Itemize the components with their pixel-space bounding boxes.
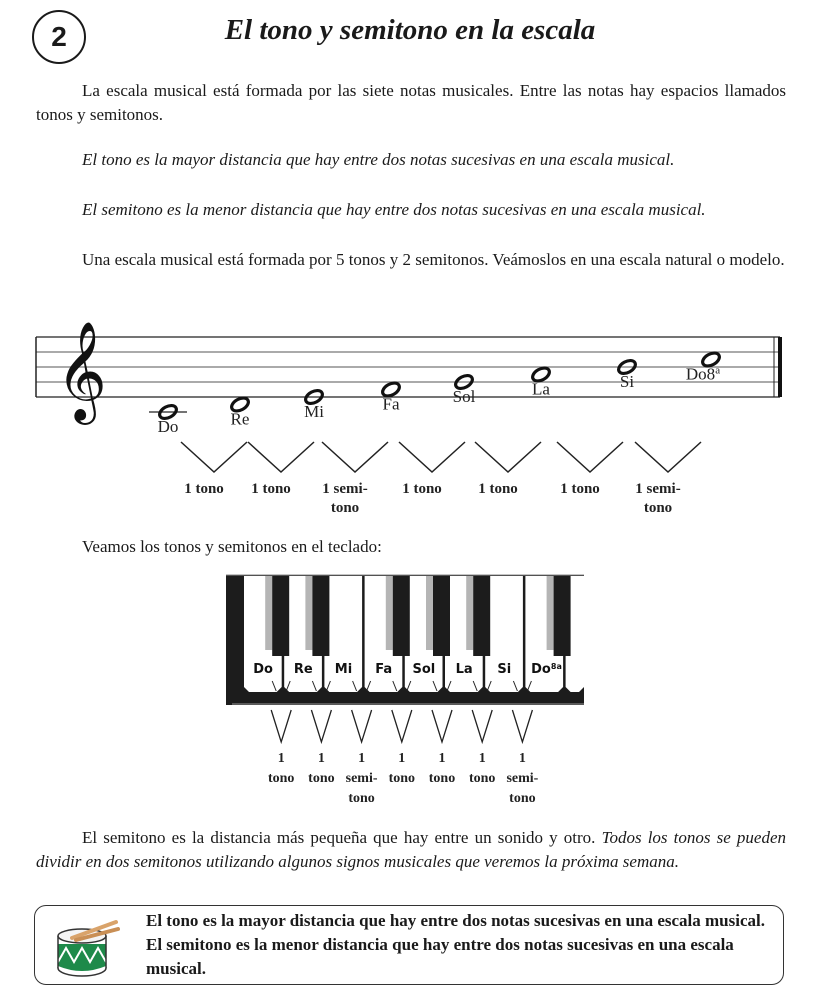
interval-label: 1 semi-	[635, 481, 681, 497]
key-label: Sol	[412, 662, 436, 677]
black-key-shadow	[466, 576, 473, 650]
interval-label: semi-	[345, 771, 378, 786]
interval-marker	[322, 442, 388, 516]
key-label: Do	[253, 662, 273, 677]
summary-text: El tono es la mayor distancia que hay entre dos notas sucesivas en una escala musical. El semitono es la menor distancia que hay entre dos notas sucesivas en una escala musical.	[146, 911, 765, 978]
keyboard-intro-text: Veamos los tonos y semitonos en el teclado:	[82, 537, 382, 556]
interval-v-bracket	[635, 442, 701, 472]
interval-label: tono	[267, 771, 295, 786]
keyboard-diagram	[0, 565, 819, 810]
tono-definition: El tono es la mayor distancia que hay entre dos notas sucesivas en una escala musical.	[82, 150, 675, 169]
note-label: Sol	[452, 387, 476, 406]
note-label: Do	[157, 417, 179, 436]
staff-note	[303, 388, 324, 421]
interval-v-bracket	[248, 442, 314, 472]
interval-label: tono	[308, 771, 335, 786]
treble-clef-icon: 𝄞	[56, 323, 107, 419]
note-label: La	[532, 379, 550, 399]
staff-lines	[36, 322, 780, 425]
interval-label-continued: tono	[330, 500, 360, 516]
interval-v-bracket	[512, 710, 532, 742]
black-key	[272, 576, 289, 656]
semitono-definition: El semitono es la menor distancia que hay entre dos notas sucesivas en una escala musical.	[82, 200, 706, 219]
staff-diagram	[0, 300, 819, 525]
interval-v-bracket	[322, 442, 388, 472]
key-label: Si	[497, 662, 512, 677]
black-key	[312, 576, 329, 656]
scale-intro-text: Una escala musical está formada por 5 tonos y 2 semitonos. Veámoslos en una escala natural o modelo.	[82, 250, 785, 269]
staff-note	[453, 373, 476, 406]
key-label: Mi	[334, 662, 353, 677]
key-label: Fa	[375, 662, 393, 677]
closing-regular-text: El semitono es la distancia más pequeña que hay entre un sonido y otro.	[82, 828, 596, 847]
staff-note	[229, 395, 250, 428]
interval-v-bracket	[472, 710, 492, 742]
interval-v-bracket	[432, 710, 452, 742]
page-title: El tono y semitono en la escala	[224, 14, 596, 46]
interval-label-continued: tono	[348, 791, 375, 806]
closing-italic-text: Todos los tonos se pueden dividir en dos semitonos utilizando algunos signos musicales que veremos la próxima semana.	[36, 828, 786, 871]
interval-count: 1	[478, 751, 486, 766]
staff-note	[530, 365, 551, 398]
interval-label: 1 tono	[478, 481, 518, 497]
interval-count: 1	[358, 751, 366, 766]
staff-note	[616, 358, 637, 391]
interval-v-bracket	[352, 710, 372, 742]
key-label: Re	[293, 662, 313, 677]
staff-note	[686, 350, 722, 383]
black-key-shadow	[305, 576, 312, 650]
interval-count: 1	[518, 751, 526, 766]
closing-paragraph	[36, 826, 786, 874]
interval-label: tono	[388, 771, 416, 786]
interval-count: 1	[317, 751, 325, 766]
scale-intro-paragraph	[36, 248, 786, 272]
intro-paragraph	[36, 79, 786, 127]
key-label: $Do^{8a}$	[531, 661, 562, 677]
black-key-shadow	[547, 576, 554, 650]
drum-icon	[52, 918, 124, 980]
interval-v-bracket	[392, 710, 412, 742]
staff-note	[149, 403, 187, 436]
interval-count: 1	[398, 751, 406, 766]
interval-v-bracket	[311, 710, 331, 742]
interval-v-bracket	[399, 442, 465, 472]
interval-label: 1 tono	[251, 481, 291, 497]
interval-label: tono	[428, 771, 456, 786]
interval-count: 1	[277, 751, 285, 766]
note-label-superscript: a	[715, 364, 721, 377]
note-label: Re	[230, 409, 250, 429]
black-key-shadow	[386, 576, 393, 650]
lesson-number: 2	[51, 21, 67, 52]
note-label: Si	[619, 372, 635, 391]
note-label: Do8$^a$	[685, 364, 721, 384]
black-key	[393, 576, 410, 656]
lesson-number-badge	[32, 10, 86, 64]
interval-v-bracket	[557, 442, 623, 472]
keyboard-intro-paragraph	[36, 535, 786, 559]
black-key-shadow	[426, 576, 433, 650]
interval-marker	[557, 442, 623, 497]
interval-label: 1 tono	[402, 481, 442, 497]
interval-label: semi-	[506, 771, 539, 786]
interval-v-bracket	[475, 442, 541, 472]
interval-label: tono	[468, 771, 496, 786]
intro-text: La escala musical está formada por las siete notas musicales. Entre las notas hay espacios llamados tonos y semitonos.	[36, 81, 786, 124]
note-label: Mi	[304, 402, 324, 421]
black-key-shadow	[265, 576, 272, 650]
interval-count: 1	[438, 751, 446, 766]
interval-label: 1 tono	[184, 481, 224, 497]
interval-label: 1 tono	[560, 481, 600, 497]
interval-marker	[635, 442, 701, 516]
black-key	[433, 576, 450, 656]
black-key	[473, 576, 490, 656]
interval-marker	[399, 442, 465, 497]
interval-v-bracket	[271, 710, 291, 742]
key-label-superscript: 8a	[550, 661, 562, 671]
interval-v-bracket	[181, 442, 247, 472]
interval-marker	[181, 442, 247, 497]
interval-marker	[475, 442, 541, 497]
staff-note	[380, 380, 401, 413]
interval-label-continued: tono	[509, 791, 536, 806]
key-label: La	[455, 662, 473, 677]
black-key	[554, 576, 571, 656]
interval-label: 1 semi-	[322, 481, 368, 497]
interval-label-continued: tono	[643, 500, 673, 516]
interval-marker	[248, 442, 314, 497]
note-label: Fa	[382, 394, 400, 414]
